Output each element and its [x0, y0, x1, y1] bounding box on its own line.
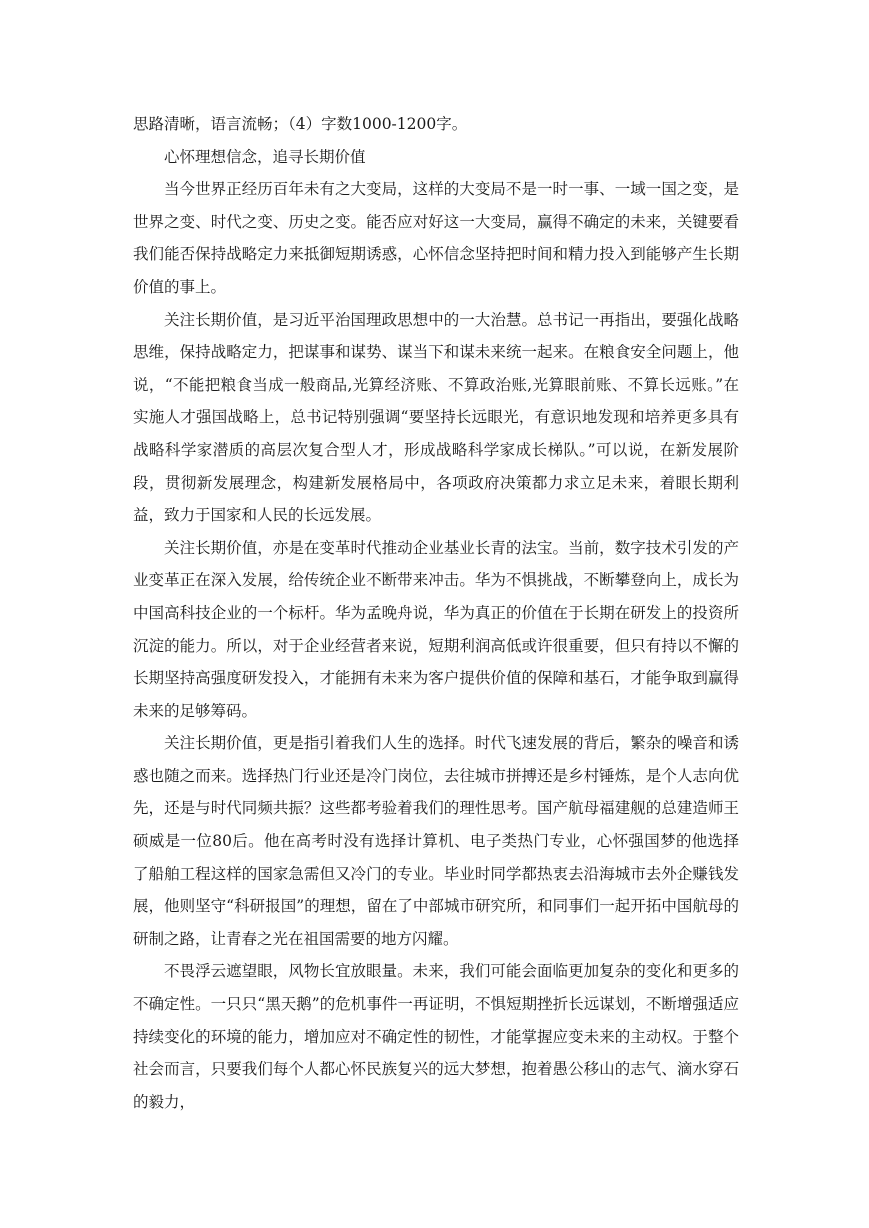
- paragraph-conclusion: 不畏浮云遮望眼，风物长宜放眼量。未来，我们可能会面临更加复杂的变化和更多的不确定性。一只只“黑天鹅”的危机事件一再证明，不惧短期挫折长远谋划，不断增强适应持续变化的环境的能力，增加应对不确定性的韧性，才能掌握应变未来的主动权。于整个社会而言，只要我们每个人都心怀民族复兴的远大梦想，抱着愚公移山的志气、滴水穿石的毅力，: [133, 962, 739, 1111]
- paragraph-enterprise: 关注长期价值，亦是在变革时代推动企业基业长青的法宝。当前，数字技术引发的产业变革正在深入发展，给传统企业不断带来冲击。华为不惧挑战，不断攀登向上，成长为中国高科技企业的一个标杆。华为孟晚舟说，华为真正的价值在于长期在研发上的投资所沉淀的能力。所以，对于企业经营者来说，短期利润高低或许很重要，但只有持以不懈的长期坚持高强度研发投入，才能拥有未来为客户提供价值的保障和基石，才能争取到赢得未来的足够筹码。: [133, 538, 739, 720]
- paragraph-life-choice: 关注长期价值，更是指引着我们人生的选择。时代飞速发展的背后，繁杂的噪音和诱惑也随之而来。选择热门行业还是冷门岗位，去往城市拼搏还是乡村锤炼，是个人志向优先，还是与时代同频共振？这些都考验着我们的理性思考。国产航母福建舰的总建造师王硕威是一位80后。他在高考时没有选择计算机、电子类热门专业，心怀强国梦的他选择了船舶工程这样的国家急需但又冷门的专业。毕业时同学都热衷去沿海城市去外企赚钱发展，他则坚守“科研报国”的理想，留在了中部城市研究所，和同事们一起开拓中国航母的研制之路，让青春之光在祖国需要的地方闪耀。: [133, 734, 739, 948]
- requirements-line: 思路清晰，语言流畅；（4）字数1000-1200字。: [133, 115, 468, 133]
- essay-body: [133, 108, 739, 1118]
- essay-title: 心怀理想信念，追寻长期价值: [164, 147, 366, 166]
- paragraph-governance: 关注长期价值，是习近平治国理政思想中的一大治慧。总书记一再指出，要强化战略思维，保持战略定力，把谋事和谋势、谋当下和谋未来统一起来。在粮食安全问题上，他说，“不能把粮食当成一般商品,光算经济账、不算政治账,光算眼前账、不算长远账。”在实施人才强国战略上，总书记特别强调“要坚持长远眼光，有意识地发现和培养更多具有战略科学家潜质的高层次复合型人才，形成战略科学家成长梯队。”可以说，在新发展阶段，贯彻新发展理念，构建新发展格局中，各项政府决策都力求立足未来，着眼长期利益，致力于国家和人民的长远发展。: [133, 310, 739, 525]
- paragraph-intro: 当今世界正经历百年未有之大变局，这样的大变局不是一时一事、一域一国之变，是世界之变、时代之变、历史之变。能否应对好这一大变局，赢得不确定的未来，关键要看我们能否保持战略定力来抵御短期诱惑，心怀信念坚持把时间和精力投入到能够产生长期价值的事上。: [133, 180, 739, 296]
